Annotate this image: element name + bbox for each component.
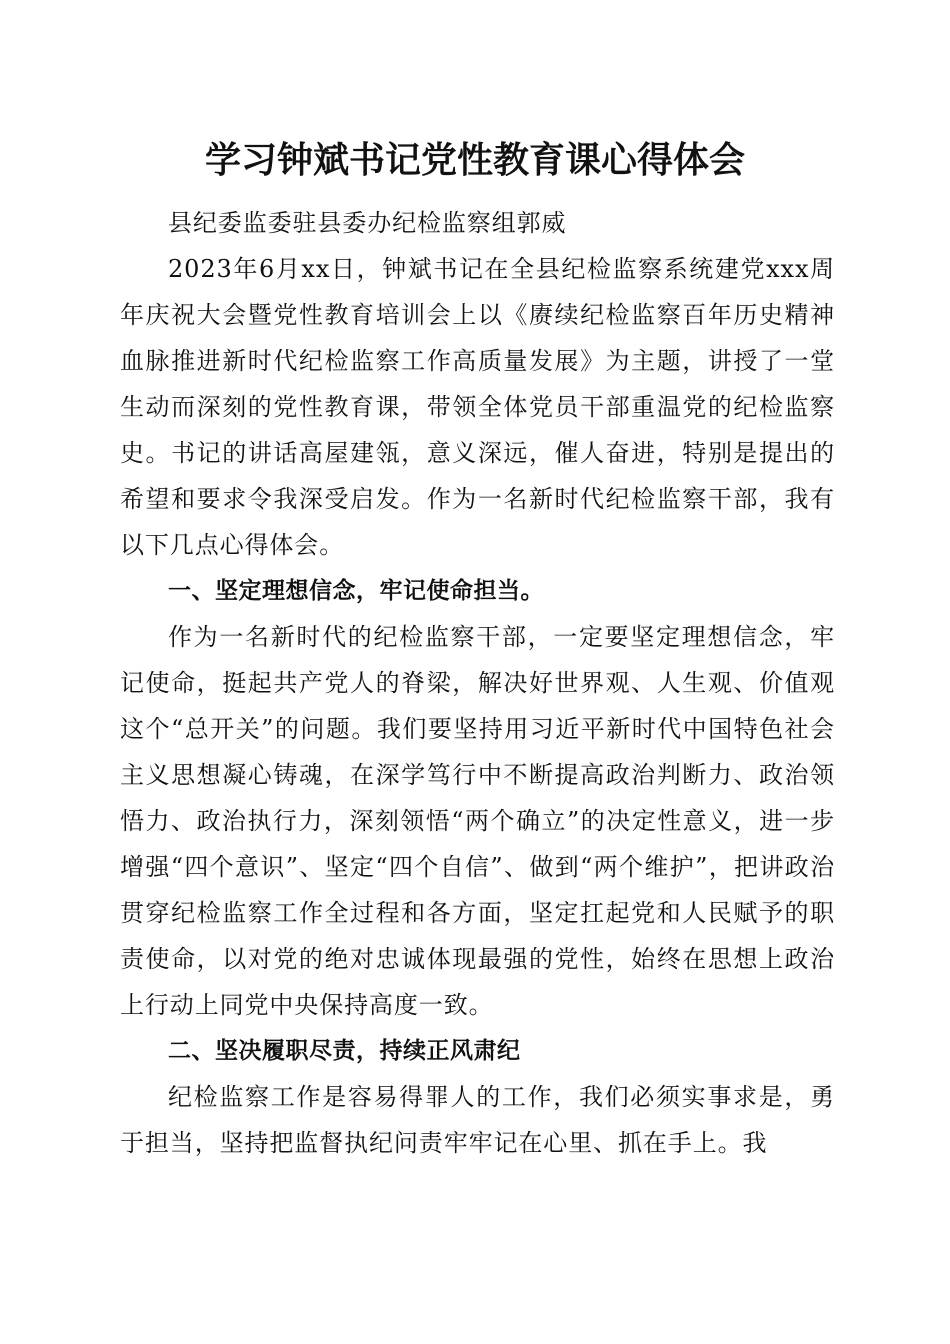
author-line: 县纪委监委驻县委办纪检监察组郭威 <box>168 209 567 237</box>
document-body <box>120 200 835 1166</box>
section-1-paragraph: 作为一名新时代的纪检监察干部，一定要坚定理想信念，牢记使命，挺起共产党人的脊梁，解决好世界观、人生观、价值观这个“总开关”的问题。我们要坚持用习近平新时代中国特色社会主义思想凝心铸魂，在深学笃行中不断提高政治判断力、政治领悟力、政治执行力，深刻领悟“两个确立”的决定性意义，进一步增强“四个意识”、坚定“四个自信”、做到“两个维护”，把讲政治贯穿纪检监察工作全过程和各方面，坚定扛起党和人民赋予的职责使命，以对党的绝对忠诚体现最强的党性，始终在思想上政治上行动上同党中央保持高度一致。 <box>120 623 835 1019</box>
document-title: 学习钟斌书记党性教育课心得体会 <box>204 139 745 181</box>
intro-paragraph: 2023年6月xx日，钟斌书记在全县纪检监察系统建党xxx周年庆祝大会暨党性教育培训会上以《赓续纪检监察百年历史精神血脉推进新时代纪检监察工作高质量发展》为主题，讲授了一堂生动而深刻的党性教育课，带领全体党员干部重温党的纪检监察史。书记的讲话高屋建瓴，意义深远，催人奋进，特别是提出的希望和要求令我深受启发。作为一名新时代纪检监察干部，我有以下几点心得体会。 <box>120 255 835 559</box>
section-2-paragraph: 纪检监察工作是容易得罪人的工作，我们必须实事求是，勇于担当，坚持把监督执纪问责牢牢记在心里、抓在手上。我 <box>120 1083 835 1157</box>
section-1-heading: 一、坚定理想信念，牢记使命担当。 <box>168 578 544 604</box>
section-2-heading: 二、坚决履职尽责，持续正风肃纪 <box>168 1038 521 1064</box>
